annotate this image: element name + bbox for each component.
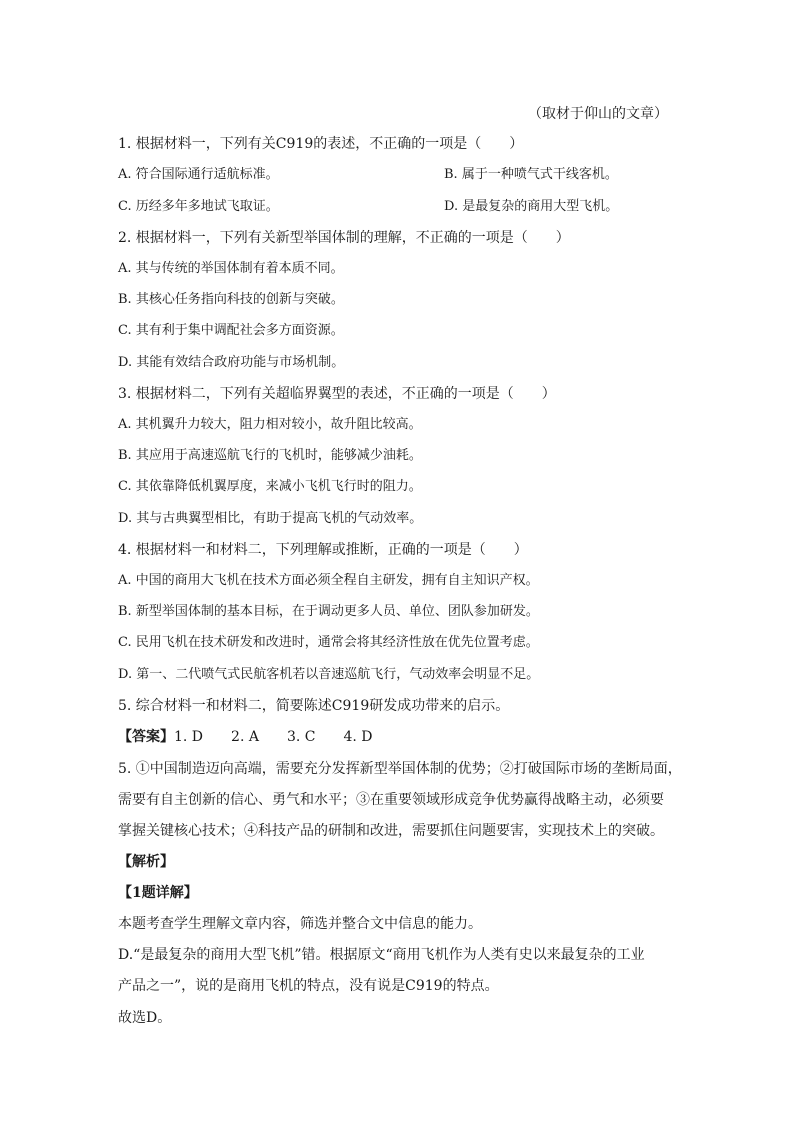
- answer-text: 1. D 2. A 3. C 4. D: [174, 729, 373, 745]
- q3-stem: 3. 根据材料二，下列有关超临界翼型的表述，不正确的一项是（ ）: [118, 386, 556, 402]
- q3-option-a: A. 其机翼升力较大，阻力相对较小，故升阻比较高。: [118, 417, 422, 432]
- answer-label: 【答案】: [118, 729, 174, 745]
- q1-option-d: D. 是最复杂的商用大型飞机。: [444, 199, 619, 214]
- analysis-line-4: 故选D。: [118, 1010, 172, 1026]
- analysis-line-3: 产品之一”，说的是商用飞机的特点，没有说是C919的特点。: [118, 978, 499, 994]
- q2-option-a: A. 其与传统的举国体制有着本质不同。: [118, 261, 344, 276]
- q3-option-b: B. 其应用于高速巡航飞行的飞机时，能够减少油耗。: [118, 448, 422, 463]
- q4-option-c: C. 民用飞机在技术研发和改进时，通常会将其经济性放在优先位置考虑。: [118, 635, 539, 650]
- analysis-label: 【解析】: [118, 854, 174, 870]
- q2-option-c: C. 其有利于集中调配社会多方面资源。: [118, 323, 344, 338]
- q2-option-d: D. 其能有效结合政府功能与市场机制。: [118, 355, 345, 370]
- q1-option-a: A. 符合国际通行适航标准。: [118, 167, 279, 182]
- q1-option-b: B. 属于一种喷气式干线客机。: [444, 167, 618, 182]
- q4-option-b: B. 新型举国体制的基本目标，在于调动更多人员、单位、团队参加研发。: [118, 604, 539, 619]
- q3-option-c: C. 其依靠降低机翼厚度，来减小飞机飞行时的阻力。: [118, 479, 422, 494]
- answer-row: [118, 727, 373, 747]
- q4-stem: 4. 根据材料一和材料二，下列理解或推断，正确的一项是（ ）: [118, 542, 528, 558]
- q3-option-d: D. 其与古典翼型相比，有助于提高飞机的气动效率。: [118, 511, 423, 526]
- answer-q5-line-1: 5. ①中国制造迈向高端，需要充分发挥新型举国体制的优势；②打破国际市场的垄断局面，: [118, 761, 682, 777]
- q2-stem: 2. 根据材料一，下列有关新型举国体制的理解，不正确的一项是（ ）: [118, 230, 570, 246]
- answer-q5-line-3: 掌握关键核心技术；④科技产品的研制和改进，需要抓住问题要害，实现技术上的突破。: [118, 823, 664, 839]
- q5-stem: 5. 综合材料一和材料二，简要陈述C919研发成功带来的启示。: [118, 698, 510, 714]
- q4-option-d: D. 第一、二代喷气式民航客机若以音速巡航飞行，气动效率会明显不足。: [118, 667, 540, 682]
- source-citation: （取材于仰山的文章）: [528, 106, 668, 122]
- q1-option-c: C. 历经多年多地试飞取证。: [118, 199, 279, 214]
- analysis-sub-label: 【1题详解】: [118, 885, 198, 901]
- analysis-line-1: 本题考查学生理解文章内容，筛选并整合文中信息的能力。: [118, 916, 482, 932]
- q1-stem: 1. 根据材料一，下列有关C919的表述，不正确的一项是（ ）: [118, 136, 524, 152]
- q4-option-a: A. 中国的商用大飞机在技术方面必须全程自主研发，拥有自主知识产权。: [118, 573, 539, 588]
- q2-option-b: B. 其核心任务指向科技的创新与突破。: [118, 292, 344, 307]
- analysis-line-2: D.“是最复杂的商用大型飞机”错。根据原文“商用飞机作为人类有史以来最复杂的工业: [118, 947, 645, 963]
- answer-q5-line-2: 需要有自主创新的信心、勇气和水平；③在重要领域形成竞争优势赢得战略主动，必须要: [118, 792, 664, 808]
